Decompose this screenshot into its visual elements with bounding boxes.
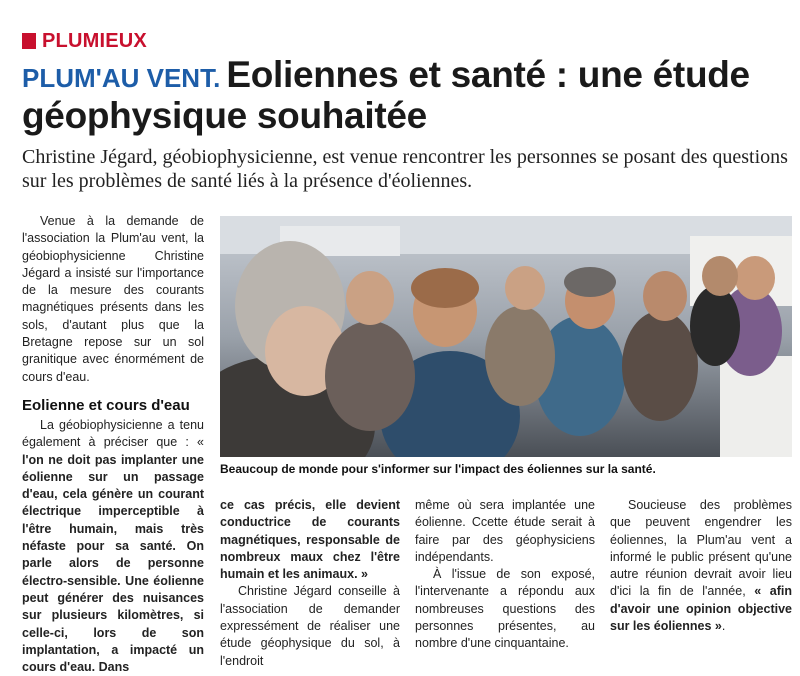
column-1 bbox=[22, 213, 204, 676]
audience-photo-illustration bbox=[220, 216, 792, 457]
col4-paragraph-1 bbox=[610, 497, 792, 635]
rubric-red-square bbox=[22, 33, 36, 49]
column-3 bbox=[415, 497, 595, 653]
headline-title: Eoliennes et santé : une étude géophysique souhaitée bbox=[22, 54, 750, 136]
photo-caption: Beaucoup de monde pour s'informer sur l'impact des éoliennes sur la santé. bbox=[220, 462, 656, 476]
article-photo bbox=[220, 216, 792, 457]
rubric-label: PLUMIEUX bbox=[42, 29, 147, 52]
col1-p2-lead: La géobiophysicienne a tenu également à préciser que : « bbox=[22, 417, 204, 450]
headline bbox=[22, 56, 792, 135]
col2-paragraph-2: Christine Jégard conseille à l'association de demander expressément de réaliser une étude géophysique du sol, à l'endroit bbox=[220, 584, 400, 668]
col4-p1-lead: Soucieuse des problèmes que peuvent engendrer les éoliennes, la Plum'au vent a informé le public présent qu'une autre réunion devrait avoir lieu d'ici la fin de l'année, bbox=[610, 498, 792, 599]
headline-kicker: PLUM'AU VENT. bbox=[22, 63, 221, 93]
col1-paragraph-2 bbox=[22, 417, 204, 676]
col1-p2-quote: l'on ne doit pas implanter une éolienne sur un passage d'eau, cela génère un courant électrique imperceptible à l'être humain, mais très néfaste pour sa santé. On parle alors de personne électro-sensible. Une éolienne peut générer des nuisances sur plusieurs kilomètres, si celle-ci, lors de son implantation, a impacté un cours d'eau. Dans bbox=[22, 452, 204, 675]
col1-paragraph-1: Venue à la demande de l'association la Plum'au vent, la géobiophysicienne Christine Jégard a insisté sur l'importance de la mesure des courants magnétiques présents dans les sols, d'autant plus que la Bretagne repose sur un sol granitique avec énormément de cours d'eau. bbox=[22, 214, 204, 384]
subheading: Eolienne et cours d'eau bbox=[22, 396, 190, 414]
col2-paragraph-1: ce cas précis, elle devient conductrice de courants magnétiques, responsable de nombreux maux chez l'être humain et les animaux. » bbox=[220, 498, 400, 582]
col3-paragraph-2: À l'issue de son exposé, l'intervenante a répondu aux nombreuses questions des personnes présentes, au nombre d'une cinquantaine. bbox=[415, 567, 595, 651]
section-rubric bbox=[22, 30, 147, 52]
article-lead: Christine Jégard, géobiophysicienne, est venue rencontrer les personnes se posant des questions sur les problèmes de santé liés à la présence d'éoliennes. bbox=[22, 146, 788, 192]
column-2 bbox=[220, 497, 400, 670]
col3-paragraph-1: même où sera implantée une éolienne. Ccette étude serait à faire par des géophysiciens indépendants. bbox=[415, 498, 595, 564]
column-4 bbox=[610, 497, 792, 635]
col4-p1-quote: « afin d'avoir une opinion objective sur les éoliennes » bbox=[610, 584, 792, 634]
col4-p1-end: . bbox=[721, 619, 726, 634]
